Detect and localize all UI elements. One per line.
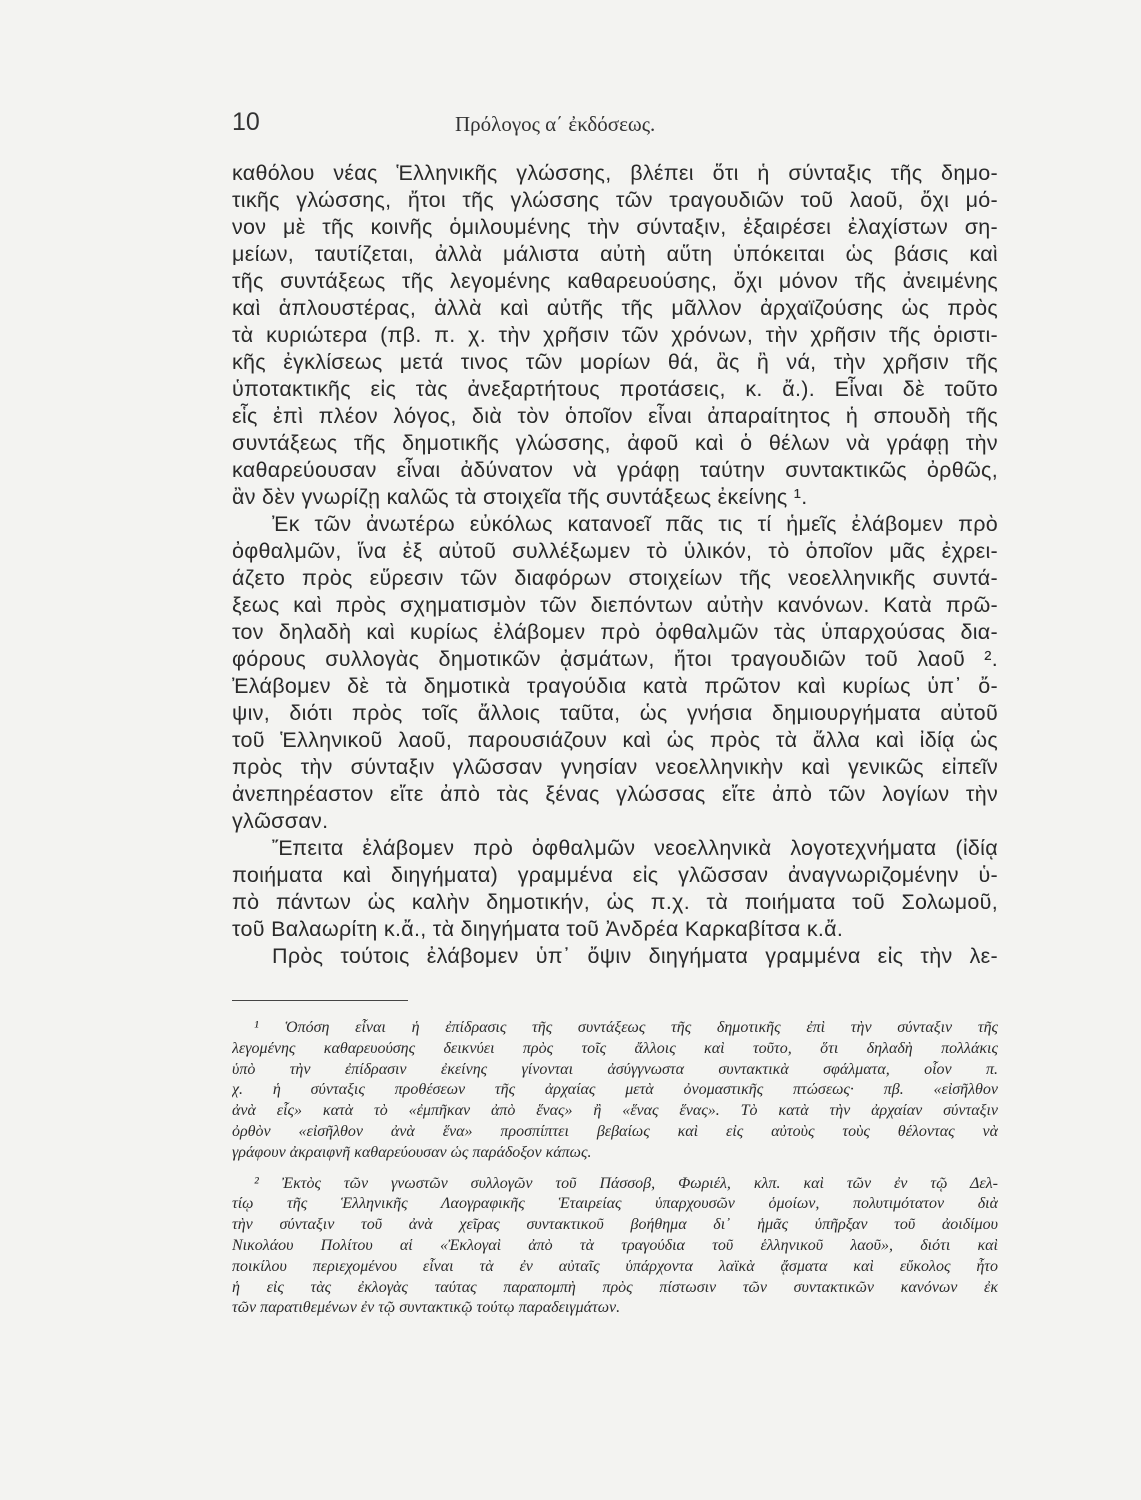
body-line: συντάξεως τῆς δημοτικῆς γλώσσης, ἀφοῦ καὶ ὁ θέλων νὰ γράφῃ τὴν — [232, 431, 998, 455]
footnote-line: χ. ἡ σύνταξις προθέσεων τῆς ἀρχαίας μετὰ ὀνομαστικῆς πτώσεως· πβ. «εἰσῆλθον — [232, 1081, 998, 1099]
body-line: πρὸς τὴν σύνταξιν γλῶσσαν γνησίαν νεοελληνικὴν καὶ γενικῶς εἰπεῖν — [232, 755, 998, 779]
footnote-line: ² Ἐκτὸς τῶν γνωστῶν συλλογῶν τοῦ Πάσσοβ, Φωριέλ, κλπ. καὶ τῶν ἐν τῷ Δελ- — [254, 1174, 998, 1192]
body-line: ὑποτακτικῆς εἰς τὰς ἀνεξαρτήτους προτάσεις, κ. ἄ.). Εἶναι δὲ τοῦτο — [232, 377, 998, 401]
body-line: καὶ ἁπλουστέρας, ἀλλὰ καὶ αὐτῆς τῆς μᾶλλον ἀρχαϊζούσης ὡς πρὸς — [232, 296, 998, 320]
body-line: ποιήματα καὶ διηγήματα) γραμμένα εἰς γλῶσσαν ἀναγνωριζομένην ὑ- — [232, 863, 998, 887]
body-line: τοῦ Ἑλληνικοῦ λαοῦ, παρουσιάζουν καὶ ὡς πρὸς τὰ ἄλλα καὶ ἰδίᾳ ὡς — [232, 728, 998, 752]
footnote — [232, 1018, 998, 1164]
body-line: τικῆς γλώσσης, ἤτοι τῆς γλώσσης τῶν τραγουδιῶν τοῦ λαοῦ, ὄχι μό- — [232, 188, 998, 212]
page-number: 10 — [232, 108, 260, 136]
body-line: ὀφθαλμῶν, ἵνα ἐξ αὐτοῦ συλλέξωμεν τὸ ὑλικόν, τὸ ὁποῖον μᾶς ἐχρει- — [232, 539, 998, 563]
footnote-divider — [232, 1000, 408, 1001]
body-line: ψιν, διότι πρὸς τοῖς ἄλλοις ταῦτα, ὡς γνήσια δημιουργήματα αὐτοῦ — [232, 701, 998, 725]
body-line: πὸ πάντων ὡς καλὴν δημοτικήν, ὡς π.χ. τὰ ποιήματα τοῦ Σολωμοῦ, — [232, 890, 998, 914]
body-line: άζετο πρὸς εὕρεσιν τῶν διαφόρων στοιχείων τῆς νεοελληνικῆς συντά- — [232, 566, 998, 590]
footnote-line: λεγομένης καθαρευούσης δεικνύει πρὸς τοῖς ἄλλοις καὶ τοῦτο, ὅτι δηλαδὴ πολλάκις — [232, 1039, 998, 1057]
footnotes — [232, 1018, 998, 1319]
body-line: Ἐκ τῶν ἀνωτέρω εὐκόλως κατανοεῖ πᾶς τις τί ἡμεῖς ἐλάβομεν πρὸ — [272, 512, 998, 536]
body-line: φόρους συλλογὰς δημοτικῶν ᾀσμάτων, ἤτοι τραγουδιῶν τοῦ λαοῦ ². — [232, 647, 998, 671]
body-line: νον μὲ τῆς κοινῆς ὁμιλουμένης τὴν σύνταξιν, ἐξαιρέσει ἐλαχίστων ση- — [232, 215, 998, 239]
body-line: τον δηλαδὴ καὶ κυρίως ἐλάβομεν πρὸ ὀφθαλμῶν τὰς ὑπαρχούσας δια- — [232, 620, 998, 644]
footnote-line: ἀνὰ εἷς» κατὰ τὸ «ἐμπῆκαν ἀπὸ ἕνας» ἢ «ἕνας ἕνας». Τὸ κατὰ τὴν ἀρχαίαν σύνταξιν — [232, 1102, 998, 1120]
footnote-line: ἡ εἰς τὰς ἐκλογὰς ταύτας παραπομπὴ πρὸς πίστωσιν τῶν συντακτικῶν κανόνων ἐκ — [232, 1278, 998, 1296]
footnote — [232, 1174, 998, 1320]
body-line: καθαρεύουσαν εἶναι ἀδύνατον νὰ γράφῃ ταύτην συντακτικῶς ὀρθῶς, — [232, 458, 998, 482]
body-line: τοῦ Βαλαωρίτη κ.ἄ., τὰ διηγήματα τοῦ Ἀνδρέα Καρκαβίτσα κ.ἄ. — [232, 917, 844, 941]
footnote-gap — [232, 1164, 998, 1174]
body-line: καθόλου νέας Ἑλληνικῆς γλώσσης, βλέπει ὅτι ἡ σύνταξις τῆς δημο- — [232, 161, 998, 185]
body-line: τὰ κυριώτερα (πβ. π. χ. τὴν χρῆσιν τῶν χρόνων, τὴν χρῆσιν τῆς ὁριστι- — [232, 323, 998, 347]
body-line: ξεως καὶ πρὸς σχηματισμὸν τῶν διεπόντων αὐτὴν κανόνων. Κατὰ πρῶ- — [232, 593, 998, 617]
footnote-line: Νικολάου Πολίτου αἱ «Ἐκλογαὶ ἀπὸ τὰ τραγούδια τοῦ ἑλληνικοῦ λαοῦ», διότι καὶ — [232, 1236, 998, 1254]
body-line: εἷς ἐπὶ πλέον λόγος, διὰ τὸν ὁποῖον εἶναι ἀπαραίτητος ἡ σπουδὴ τῆς — [232, 404, 998, 428]
running-head: Πρόλογος α΄ ἐκδόσεως. — [455, 112, 656, 136]
footnote-line: τῶν παρατιθεμένων ἐν τῷ συντακτικῷ τούτῳ παραδειγμάτων. — [232, 1299, 621, 1317]
footnote-line: ὀρθὸν «εἰσῆλθον ἀνὰ ἕνα» προσπίπτει βεβαίως καὶ εἰς αὐτοὺς τοὺς θέλοντας νὰ — [232, 1122, 998, 1140]
body-line: Ἐλάβομεν δὲ τὰ δημοτικὰ τραγούδια κατὰ πρῶτον καὶ κυρίως ὑπ᾿ ὄ- — [232, 674, 998, 698]
body-text — [232, 160, 998, 970]
footnote-line: γράφουν ἀκραιφνῆ καθαρεύουσαν ὡς παράδοξον κάπως. — [232, 1143, 592, 1161]
body-line: Πρὸς τούτοις ἐλάβομεν ὑπ᾿ ὄψιν διηγήματα γραμμένα εἰς τὴν λε- — [272, 944, 998, 968]
footnote-line: ¹ Ὁπόση εἶναι ἡ ἐπίδρασις τῆς συντάξεως τῆς δημοτικῆς ἐπὶ τὴν σύνταξιν τῆς — [254, 1019, 998, 1036]
footnote-line: ποικίλου περιεχομένου εἶναι τὰ ἐν αὐταῖς ὑπάρχοντα λαϊκὰ ᾄσματα καὶ εὔκολος ἦτο — [232, 1257, 998, 1275]
body-line: μείων, ταυτίζεται, ἀλλὰ μάλιστα αὐτὴ αὕτη ὑπόκειται ὡς βάσις καὶ — [232, 242, 998, 266]
footnote-line: τὴν σύνταξιν τοῦ ἀνὰ χεῖρας συντακτικοῦ βοήθημα δι᾿ ἡμᾶς ὑπῆρξαν τοῦ ἀοιδίμου — [232, 1216, 998, 1234]
footnote-line: τίῳ τῆς Ἑλληνικῆς Λαογραφικῆς Ἑταιρείας ὑπαρχουσῶν ὁμοίων, πολυτιμότατον διὰ — [232, 1195, 998, 1213]
body-line: ἂν δὲν γνωρίζῃ καλῶς τὰ στοιχεῖα τῆς συντάξεως ἐκείνης ¹. — [232, 485, 808, 509]
body-line: ἀνεπηρέαστον εἴτε ἀπὸ τὰς ξένας γλώσσας εἴτε ἀπὸ τῶν λογίων τὴν — [232, 782, 998, 806]
body-line: κῆς ἐγκλίσεως μετά τινος τῶν μορίων θά, ἂς ἢ νά, τὴν χρῆσιν τῆς — [232, 350, 998, 374]
body-line: Ἔπειτα ἐλάβομεν πρὸ ὀφθαλμῶν νεοελληνικὰ λογοτεχνήματα (ἰδίᾳ — [272, 836, 998, 860]
body-line: τῆς συντάξεως τῆς λεγομένης καθαρευούσης, ὄχι μόνον τῆς ἀνειμένης — [232, 269, 998, 293]
footnote-line: ὑπὸ τὴν ἐπίδρασιν ἐκείνης γίνονται ἀσύγγνωστα συντακτικὰ σφάλματα, οἷον π. — [232, 1060, 998, 1078]
body-line: γλῶσσαν. — [232, 809, 329, 833]
